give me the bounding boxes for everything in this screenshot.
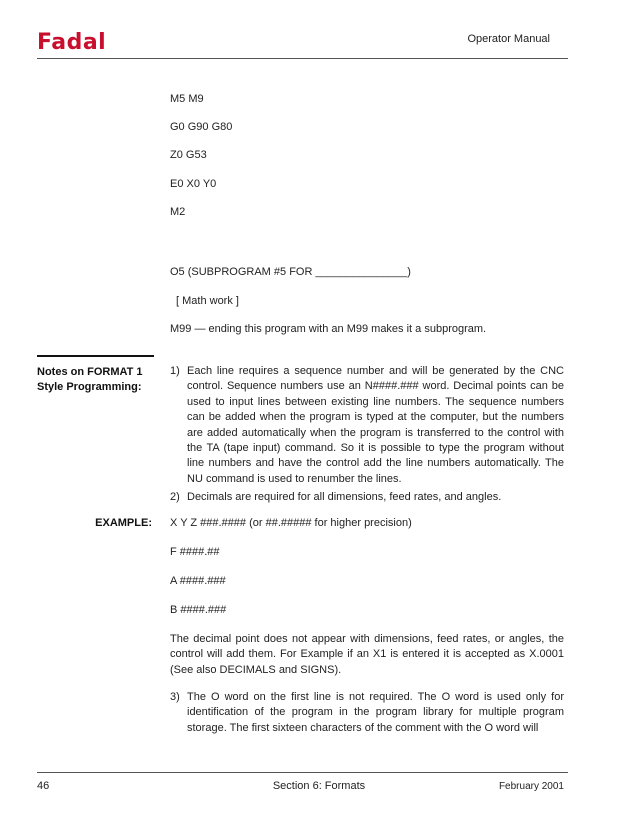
footer-divider bbox=[37, 772, 568, 773]
notes-heading bbox=[37, 365, 162, 395]
code-line: G0 G90 G80 bbox=[170, 121, 233, 133]
manual-title: Operator Manual bbox=[467, 33, 550, 45]
section-divider bbox=[37, 355, 154, 357]
item-number: 1) bbox=[170, 365, 180, 377]
code-line: M5 M9 bbox=[170, 93, 204, 105]
code-line: Z0 G53 bbox=[170, 149, 207, 161]
item-text: The O word on the first line is not required. The O word is used only for identification of the program in the program library for multiple program storage. The first sixteen characters of the comment with the O word will bbox=[187, 691, 564, 734]
item-number: 3) bbox=[170, 691, 180, 703]
example-line: X Y Z ###.#### (or ##.##### for higher precision) bbox=[170, 517, 412, 529]
note-item-3 bbox=[170, 690, 564, 736]
note-item-2 bbox=[170, 490, 564, 505]
brand-logo: Fadal bbox=[37, 30, 107, 55]
publication-date: February 2001 bbox=[498, 781, 564, 792]
header-divider bbox=[37, 58, 568, 59]
notes-heading-line1: Notes on FORMAT 1 bbox=[37, 366, 143, 378]
code-line: O5 (SUBPROGRAM #5 FOR _______________) bbox=[170, 266, 411, 278]
item-text: Decimals are required for all dimensions, feed rates, and angles. bbox=[187, 491, 502, 503]
item-number: 2) bbox=[170, 491, 180, 503]
code-line: M99 — ending this program with an M99 makes it a subprogram. bbox=[170, 323, 487, 335]
code-line: M2 bbox=[170, 206, 186, 218]
code-line: E0 X0 Y0 bbox=[170, 178, 217, 190]
page-number: 46 bbox=[37, 780, 50, 792]
example-line: B ####.### bbox=[170, 604, 227, 616]
note-item-1 bbox=[170, 364, 564, 487]
code-line: [ Math work ] bbox=[176, 295, 239, 307]
decimal-paragraph: The decimal point does not appear with dimensions, feed rates, or angles, the control will add them. For Example if an X1 is entered it is accepted as X.0001 (See also DECIMALS and SIGNS). bbox=[170, 633, 564, 676]
section-title: Section 6: Formats bbox=[272, 780, 366, 792]
item-text: Each line requires a sequence number and will be generated by the CNC control. Sequence numbers use an N####.### word. Decimal points can be used to input lines between existing line numbers. The sequence numbers can be added when the program is typed at the computer, but the numbers are added automatically when the program is transferred to the control with the TA (tape input) command. So it is possible to type the program without line numbers and have the control add the line numbers automatically. The NU command is used to renumber the lines. bbox=[187, 365, 564, 485]
notes-heading-line2: Style Programming: bbox=[37, 381, 142, 393]
example-line: F ####.## bbox=[170, 546, 220, 558]
example-line: A ####.### bbox=[170, 575, 226, 587]
example-label: EXAMPLE: bbox=[95, 517, 152, 529]
